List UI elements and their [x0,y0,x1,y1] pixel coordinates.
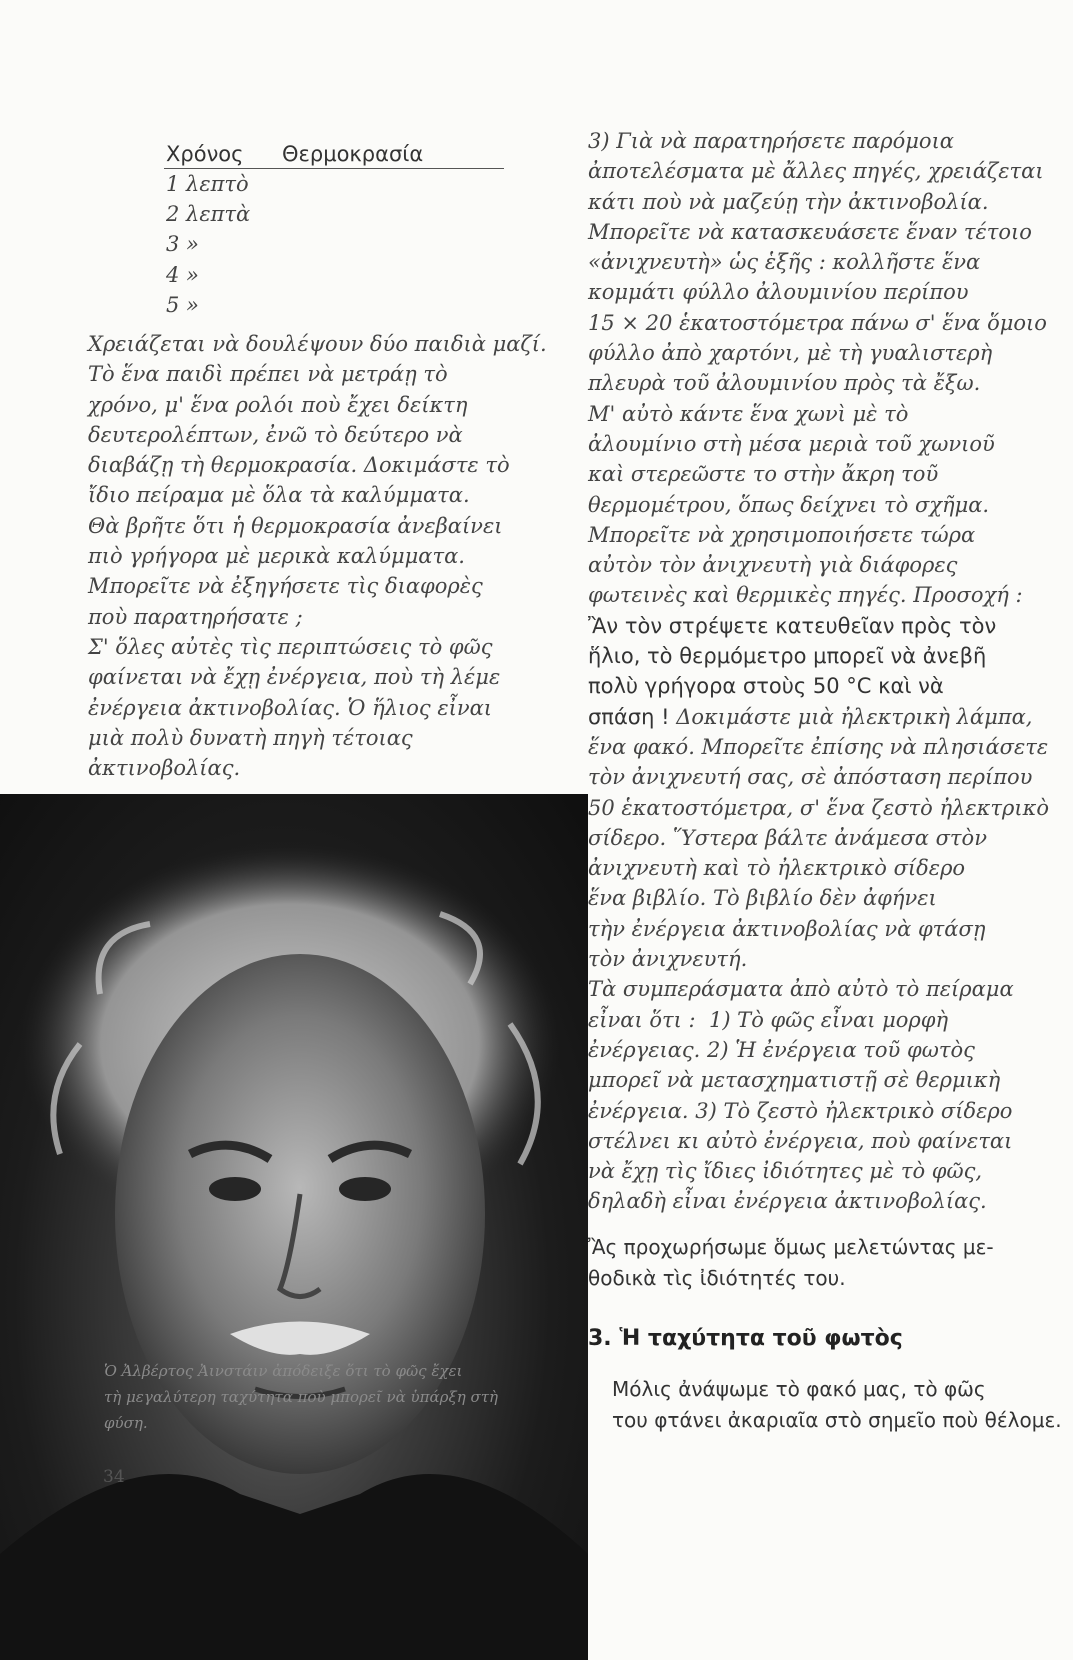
mixed-line: πολὺ γρήγορα στοὺς 50 °C καὶ νὰ [588,674,944,699]
photo-caption: Ὁ Ἀλβέρτος Ἀινστάιν ἀπόδειξε ὅτι τὸ φῶς ἔχει τὴ μεγαλύτερη ταχύτητα ποὺ μπορεῖ νὰ ὑπάρξη στὴ φύση. [104,1362,499,1432]
table-row: 1 λεπτὸ [166,172,249,196]
table-row: 3 » [166,232,199,257]
header-underline [164,168,504,169]
right-body-text-1: 3) Γιὰ νὰ παρατηρήσετε παρόμοια ἀποτελέσματα μὲ ἄλλες πηγές, χρειάζεται κάτι ποὺ νὰ μαζεύῃ τὴν ἀκτινοβολία. Μπορεῖτε νὰ κατασκευάσετε ἕναν τέτοιο «ἀνιχνευτὴ» ὡς ἑξῆς : κολλῆστε ἕνα κομμάτι φύλλο ἀλουμινίου περίπου 15 × 20 ἑκατοστόμετρα πάνω σ' ἕνα ὅμοιο φύλλο ἀπὸ χαρτόνι, μὲ τὴ γυαλιστερὴ πλευρὰ τοῦ ἀλουμινίου πρὸς τὰ ἔξω. Μ' αὐτὸ κάντε ἕνα χωνὶ μὲ τὸ ἀλουμίνιο στὴ μέσα μεριὰ τοῦ χωνιοῦ καὶ στερεῶστε το στὴν ἄκρη τοῦ θερμομέτρου, ὅπως δείχνει τὸ σχῆμα. Μπορεῖτε νὰ χρησιμοποιήσετε τώρα αὐτὸν τὸν ἀνιχνευτὴ γιὰ διάφορες [588,129,1047,578]
left-body-text: Χρειάζεται νὰ δουλέψουν δύο παιδιὰ μαζί. Τὸ ἕνα παιδὶ πρέπει νὰ μετράῃ τὸ χρόνο, μ' ἕνα ρολόι ποὺ ἔχει δείκτη δευτερολέπτων, ἐνῶ τὸ δεύτερο νὰ διαβάζῃ τὴ θερμοκρασία. Δοκιμάστε τὸ ἴδιο πείραμα μὲ ὅλα τὰ καλύμματα. Θὰ βρῆτε ὅτι ἡ θερμοκρασία ἀνεβαίνει πιὸ γρήγορα μὲ μερικὰ καλύμματα. Μπορεῖτε νὰ ἐξηγήσετε τὶς διαφορὲς ποὺ παρατηρήσατε ; Σ' ὅλες αὐτὲς τὶς περιπτώσεις τὸ φῶς φαίνεται νὰ ἔχῃ ἐνέργεια, ποὺ τὴ λέμε ἐνέργεια ἀκτινοβολίας. Ὁ ἥλιος εἶναι μιὰ πολὺ δυνατὴ πηγὴ τέτοιας ἀκτινοβολίας. [88,331,547,781]
right-column [588,126,1053,1217]
section-heading-wrap [588,1326,1058,1351]
section-title: 3. Ἡ ταχύτητα τοῦ φωτὸς [588,1326,903,1351]
right-body-text-2: ἕνα φακό. Μπορεῖτε ἐπίσης νὰ πλησιάσετε τὸν ἀνιχνευτή σας, σὲ ἀπόσταση περίπου 50 ἑκατοστόμετρα, σ' ἕνα ζεστὸ ἠλεκτρικὸ σίδερο. Ὕστερα βάλτε ἀνάμεσα στὸν ἀνιχνευτὴ καὶ τὸ ἠλεκτρικὸ σίδερο ἕνα βιβλίο. Τὸ βιβλίο δὲν ἀφήνει τὴν ἐνέργεια ἀκτινοβολίας νὰ φτάσῃ τὸν ἀνιχνευτή. Τὰ συμπεράσματα ἀπὸ αὐτὸ τὸ πείραμα εἶναι ὅτι : 1) Τὸ φῶς εἶναι μορφὴ ἐνέργειας. 2) Ἡ ἐνέργεια τοῦ φωτὸς μπορεῖ νὰ μετασχηματιστῇ σὲ θερμικὴ ἐνέργεια. 3) Τὸ ζεστὸ ἠλεκτρικὸ σίδερο στέλνει κι αὐτὸ ἐνέργεια, ποὺ φαίνεται νὰ ἔχῃ τὶς ἴδιες ἰδιότητες μὲ τὸ φῶς, δηλαδὴ εἶναι ἐνέργεια ἀκτινοβολίας. [588,734,1050,1214]
header-temperature: Θερμοκρασία [282,142,424,166]
page-number: 34 [103,1467,125,1487]
left-column [88,138,558,783]
transition-paragraph-wrap [588,1232,1058,1294]
right-mixed-text [588,580,1053,731]
mixed-line: φωτεινὲς καὶ θερμικὲς πηγές. Προσοχή : [588,583,1023,608]
table-row: 2 λεπτὰ [166,202,251,227]
header-time: Χρόνος [166,142,244,166]
measurement-table-header [88,138,508,172]
portrait-illustration [0,794,588,1660]
table-row: 4 » [166,262,199,287]
mixed-line: ἥλιο, τὸ θερμόμετρο μπορεῖ νὰ ἀνεβῆ [588,644,987,669]
table-row: 5 » [166,292,199,317]
section-text: Μόλις ἀνάψωμε τὸ φακό μας, τὸ φῶς του φτάνει ἀκαριαῖα στὸ σημεῖο ποὺ θέλομε. [612,1377,1062,1432]
transition-paragraph: Ἂς προχωρήσωμε ὅμως μελετώντας με- θοδικὰ τὶς ἰδιότητές του. [588,1235,994,1290]
einstein-photo [0,794,588,1660]
mixed-line: σπάση ! Δοκιμάστε μιὰ ἠλεκτρικὴ λάμπα, [588,704,1033,729]
mixed-line: Ἂν τὸν στρέψετε κατευθεῖαν πρὸς τὸν [588,613,997,638]
section-text-wrap [612,1374,1073,1436]
